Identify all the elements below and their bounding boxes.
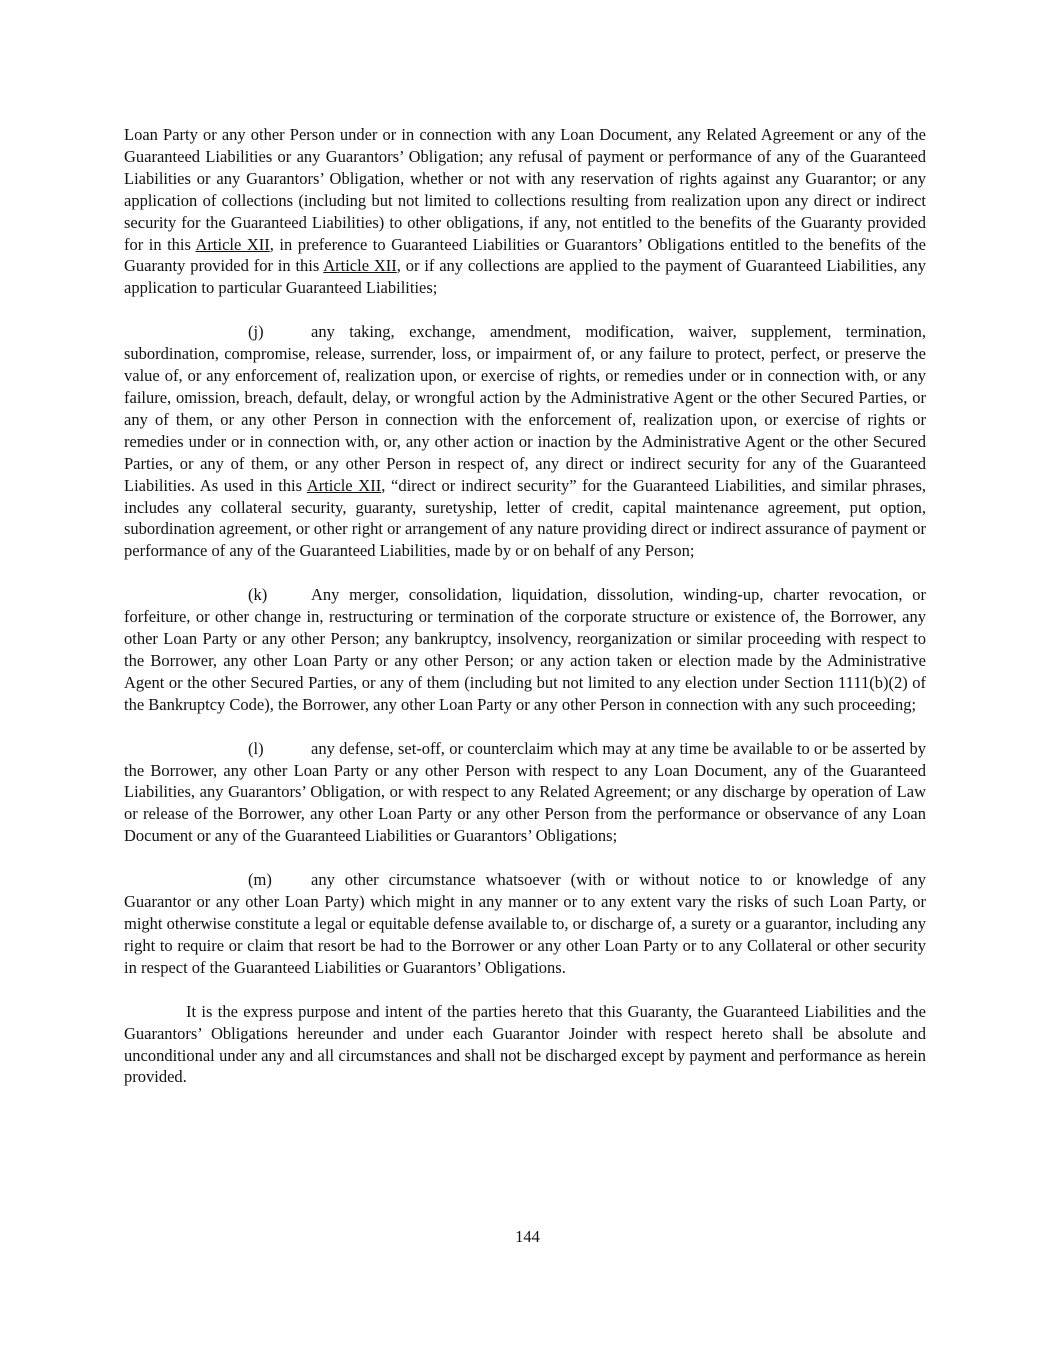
clause-text: any defense, set-off, or counterclaim which may at any time be available to or be asserted by the Borrower, any other Loan Party or any other Person with respect to any Loan Document, any of the Guaranteed Liabilities, any Guarantors’ Obligation, or with respect to any Related Agreement; or any discharge by operation of Law or release of the Borrower, any other Loan Party or any other Person from the performance or observance of any Loan Document or any of the Guaranteed Liabilities or Guarantors’ Obligations; (124, 738, 926, 846)
clause-k (124, 584, 926, 715)
clause-label: (l) (248, 738, 264, 758)
clause-j (124, 321, 926, 562)
clause-l (124, 738, 926, 848)
text-run: Loan Party or any other Person under or in connection with any Loan Document, any Related Agreement or any of the Guaranteed Liabilities or any Guarantors’ Obligation; any refusal of payment or performance of any of the Guaranteed Liabilities or any Guarantors’ Obligation, whether or not with any reservation of rights against any Guarantor; or any application of collections (including but not limited to collections resulting from realization upon any direct or indirect security for the Guaranteed Liabilities) to other obligations, if any, not entitled to the benefits of the Guaranty provided for in this (124, 125, 926, 254)
text-run: , or if any collections are applied to the payment of Guaranteed Liabilities, any application to particular Guaranteed Liabilities; (124, 256, 927, 298)
clause-text: Any merger, consolidation, liquidation, dissolution, winding-up, charter revocation, or forfeiture, or other change in, restructuring or termination of the corporate structure or existence of, the Borrower, any other Loan Party or any other Person; any bankruptcy, insolvency, reorganization or similar proceeding with respect to the Borrower, any other Loan Party or any other Person; or any action taken or election made by the Administrative Agent or the other Secured Parties, or any of them (including but not limited to any election under Section 1111(b)(2) of the Bankruptcy Code), the Borrower, any other Loan Party or any other Person in connection with any such proceeding; (124, 585, 926, 714)
text-run: , “direct or indirect security” for the Guaranteed Liabilities, and similar phrases, includes any collateral security, guaranty, suretyship, letter of credit, capital maintenance agreement, put option, subordination agreement, or other right or arrangement of any nature providing direct or indirect assurance of payment or performance of any of the Guaranteed Liabilities, made by or on behalf of any Person; (124, 475, 926, 561)
continuation-paragraph (124, 124, 926, 299)
article-reference: Article XII (306, 475, 382, 495)
clause-label: (m) (248, 870, 272, 890)
text-run: any taking, exchange, amendment, modification, waiver, supplement, termination, subordination, compromise, release, surrender, loss, or impairment of, or any failure to protect, perfect, or preserve the value of, or any enforcement of, realization upon, or exercise of rights, or remedies under or in connection with, or any failure, omission, breach, default, delay, or wrongful action by the Administrative Agent or the other Secured Parties, or any of them, or any other Person in connection with the enforcement of, realization upon, or exercise of rights or remedies under or in connection with, or, any other action or inaction by the Administrative Agent or the other Secured Parties, or any of them, or any other Person in respect of, any direct or indirect security for any of the Guaranteed Liabilities. As used in this (124, 322, 926, 495)
text-run: , in preference to Guaranteed Liabilities or Guarantors’ Obligations entitled to the benefits of the Guaranty provided for in this (124, 234, 926, 276)
closing-paragraph (124, 1001, 926, 1089)
clause-label: (k) (248, 585, 268, 605)
clause-text: any other circumstance whatsoever (with or without notice to or knowledge of any Guarantor or any other Loan Party) which might in any manner or to any extent vary the risks of such Loan Party, or might otherwise constitute a legal or equitable defense available to, or discharge of, a surety or a guarantor, including any right to require or claim that resort be had to the Borrower or any other Loan Party or to any Collateral or other security in respect of the Guaranteed Liabilities or Guarantors’ Obligations. (124, 870, 926, 977)
page-number: 144 (515, 1227, 540, 1246)
clause-m (124, 869, 926, 979)
clause-label: (j) (248, 322, 264, 342)
closing-text: It is the express purpose and intent of the parties hereto that this Guaranty, the Guaranteed Liabilities and the Guarantors’ Obligations hereunder and under each Guarantor Joinder with respect hereto shall be absolute and unconditional under any and all circumstances and shall not be discharged except by payment and performance as herein provided. (124, 1001, 926, 1087)
document-page (124, 124, 926, 1110)
article-reference: Article XII (195, 234, 270, 254)
article-reference: Article XII (323, 256, 397, 276)
